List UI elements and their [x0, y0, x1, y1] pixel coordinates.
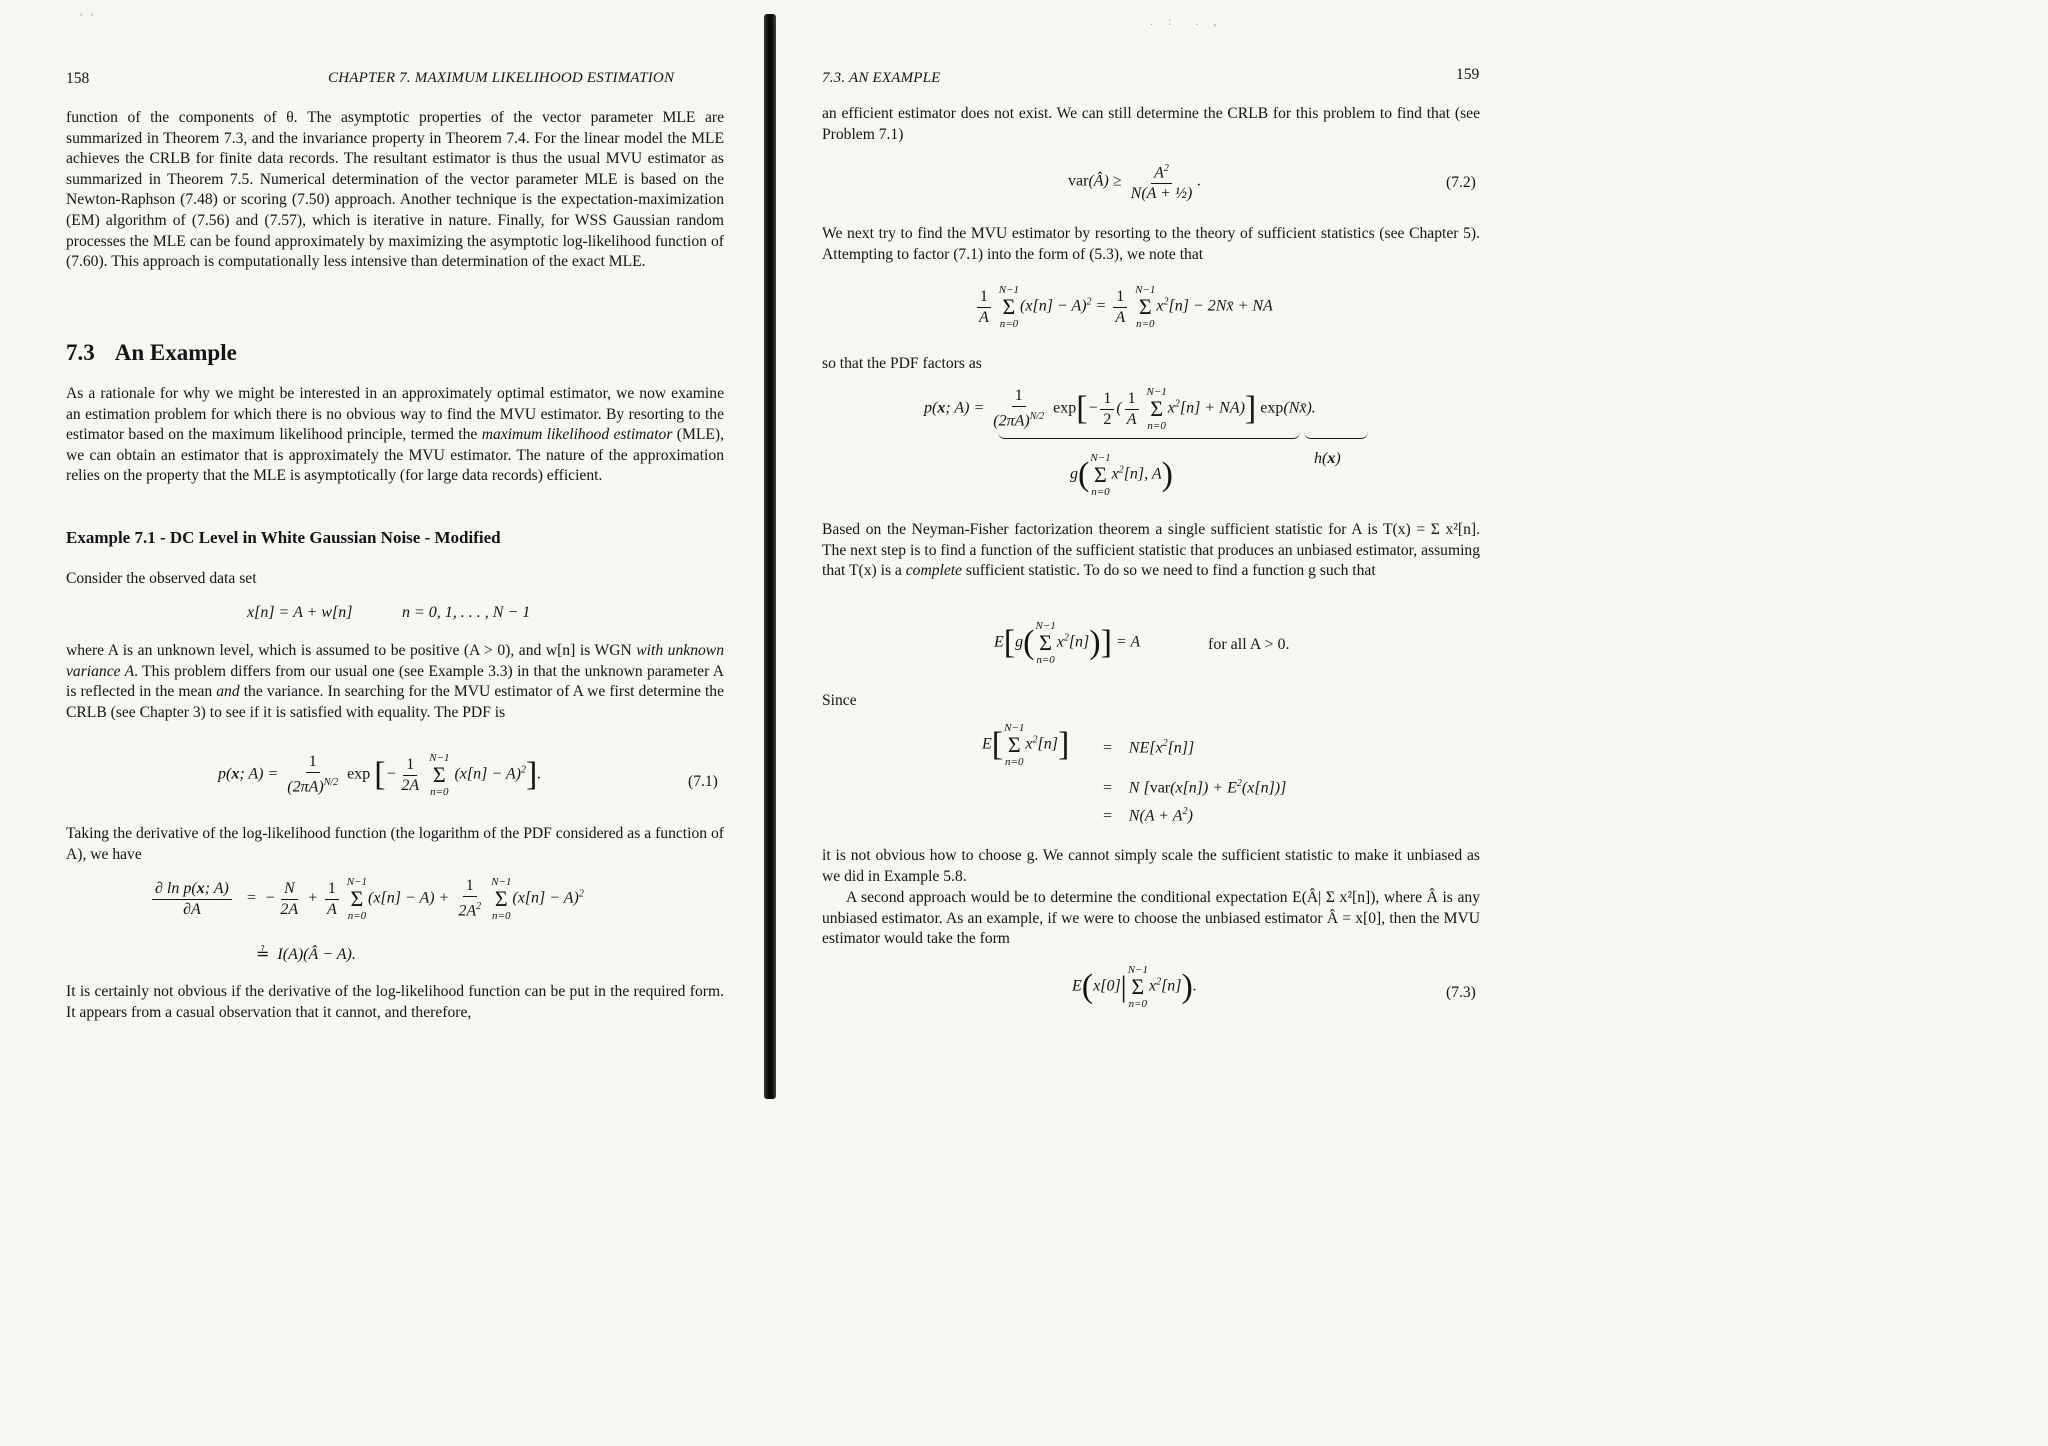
equation-step-2: = N $[var(x[n]) + E^2(x[n])]$ — [1102, 778, 1287, 797]
text-run: (MLE), we can obtain an estimator that is approximately the MVU estimator. The nature of the approximation relies on the property that the MLE is asymptotically (for large data records) efficient. — [66, 426, 725, 485]
emphasis: complete — [905, 562, 963, 580]
running-head: 7.3. AN EXAMPLE — [822, 70, 941, 86]
equation-factor-sum: $\frac{1}{A}$ N−1 Σ n=0 $(x[n] - A)^2$ = $\frac{1}{A}$ N−1 Σ n=0 $x^2[n]$ − 2Nx̄ + NA — [974, 284, 1273, 330]
section-title: An Example — [114, 340, 237, 365]
paragraph: Since — [822, 692, 857, 709]
equation-7-3: E(x[0]| N−1 Σ n=0 $x^2[n]$). — [1072, 964, 1197, 1010]
text-run: the variance. In searching for the MVU estimator of A we first determine the CRLB (see Chapter 3) to see if it is satisfied with equality. The PDF is — [66, 683, 725, 721]
page-number: 159 — [1456, 66, 1480, 83]
equation-fisher-form: ≟ I(A)(Â − A). — [256, 946, 356, 963]
paragraph: an efficient estimator does not exist. We can still determine the CRLB for this problem to find that (see Problem 7.1) — [822, 105, 1480, 143]
equation-label: (7.1) — [688, 773, 718, 790]
paragraph: A second approach would be to determine the conditional expectation E(Â| Σ x²[n]), where Â is any unbiased estimator. As an example, if we were to choose the unbiased estimator Â = x[0], then the MVU estimator would take the form — [822, 889, 1480, 948]
equation-step-1: = $NE[x^2[n]]$ — [1102, 738, 1195, 757]
page-specks: . : . , — [1150, 14, 1217, 28]
section-heading — [66, 340, 237, 366]
emphasis: and — [216, 683, 240, 701]
paragraph: We next try to find the MVU estimator by resorting to the theory of sufficient statistics (see Chapter 5). Attempting to factor (7.1) into the form of (5.3), we note that — [822, 225, 1480, 263]
text-run: sufficient statistic. To do so we need to find a function g such that — [962, 562, 1376, 580]
paragraph: It is certainly not obvious if the derivative of the log-likelihood function can be put in the required form. It appears from a casual observation that it cannot, and therefore, — [66, 983, 724, 1021]
section-number: 7.3 — [66, 340, 95, 365]
equation-unbiased-g: E[g( N−1 Σ n=0 $x^2[n])] = A$ — [994, 620, 1141, 666]
emphasis: maximum likelihood estimator — [481, 426, 673, 444]
text-run: As a rationale for why we might be interested in an approximately optimal estimator, we now examine an estimation problem for which there is no obvious way to find the MVU estimator. By resorting to the estimator based on the maximum likelihood principle, termed the — [66, 385, 724, 444]
underbrace-g — [998, 432, 1300, 439]
equation-expectation: E[ N−1 Σ n=0 $x^2[n]$] — [982, 722, 1070, 768]
equation-derivative: $\frac{\text{∂ ln p(x; A)}}{\partial A}$ = − $\frac{N}{2A}$ + $\frac{1}{A}$ N−1 Σ n=0 (x[n] − A) + $\frac{1}{2A^2}$ N−1 Σ n=0 $(x[n] - A)^2$ — [150, 876, 584, 922]
paragraph: Consider the observed data set — [66, 570, 257, 587]
equation-index-range: n = 0, 1, . . . , N − 1 — [402, 604, 531, 621]
page-number: 158 — [66, 70, 90, 87]
equation-7-2: var(Â) ≥ $\frac{A^2}{\text{N(A + ½)}}$ . — [1068, 160, 1201, 203]
right-page — [778, 0, 1568, 1107]
running-head: CHAPTER 7. MAXIMUM LIKELIHOOD ESTIMATION — [328, 70, 675, 86]
equation-condition: for all A > 0. — [1208, 636, 1290, 653]
equation-label: (7.2) — [1446, 174, 1476, 191]
page-specks: ' ' — [80, 10, 94, 24]
equation-step-3: = $N(A + A^2)$ — [1102, 806, 1193, 825]
equation-label: (7.3) — [1446, 984, 1476, 1001]
text-run: . This problem differs from our usual one (see Example 3.3) in that the unknown parameter A is reflected in the mean — [66, 662, 724, 701]
equation-g-function: g( N−1 Σ n=0 $x^2[n]$, A) — [1070, 452, 1173, 498]
equation-7-1: p(x; A) = $\frac{1}{(2\pi A)^{N/2}}$ exp [− $\frac{1}{2A}$ N−1 Σ n=0 $(x[n] - A)^2$]. — [218, 752, 542, 798]
example-title: Example 7.1 - DC Level in White Gaussian Noise - Modified — [66, 528, 501, 547]
paragraph — [66, 641, 724, 723]
paragraph: it is not obvious how to choose g. We cannot simply scale the sufficient statistic to make it unbiased as we did in Example 5.8. — [822, 847, 1480, 885]
paragraph: so that the PDF factors as — [822, 355, 982, 372]
paragraph — [66, 384, 724, 487]
text-run: where A is an unknown level, which is assumed to be positive (A > 0), and w[n] is WGN — [66, 642, 637, 659]
book-spine — [764, 14, 776, 1099]
paragraph — [822, 520, 1480, 582]
paragraph: function of the components of θ. The asymptotic properties of the vector parameter MLE are summarized in Theorem 7.3, and the invariance property in Theorem 7.4. For the linear model the MLE achieves the CRLB for finite data records. The resultant estimator is thus the usual MVU estimator as summarized in Theorem 7.5. Numerical determination of the vector parameter MLE is based on the Newton-Raphson (7.48) or scoring (7.50) approach. Another technique is the expectation-maximization (EM) algorithm of (7.56) and (7.57), which is iterative in nature. Finally, for WSS Gaussian random processes the MLE can be found approximately by maximizing the asymptotic log-likelihood function of (7.60). This approach is computationally less intensive than determination of the exact MLE. — [66, 109, 724, 271]
paragraph: Taking the derivative of the log-likelihood function (the logarithm of the PDF considered as a function of A), we have — [66, 825, 724, 863]
underbrace-h — [1304, 432, 1368, 439]
equation-pdf-factorization: p(x; A) = $\frac{1}{(2\pi A)^{N/2}}$ exp[− $\frac{1}{2}$ ( $\frac{1}{A}$ N−1 Σ n=0 $x^2[n] + NA$)] exp(Nx̄). — [924, 386, 1316, 432]
equation-h-function: h(x) — [1314, 450, 1341, 467]
text-run: Based on the Neyman-Fisher factorization theorem a single sufficient statistic for A is T(x) = Σ x²[n]. The next step is to find a function of the sufficient statistic that produces an unbiased estimator, assuming that T(x) is a — [822, 521, 1480, 580]
emphasis: with unknown variance A — [66, 642, 724, 680]
left-page — [0, 0, 762, 1107]
equation-data-model: x[n] = A + w[n] — [247, 604, 353, 621]
